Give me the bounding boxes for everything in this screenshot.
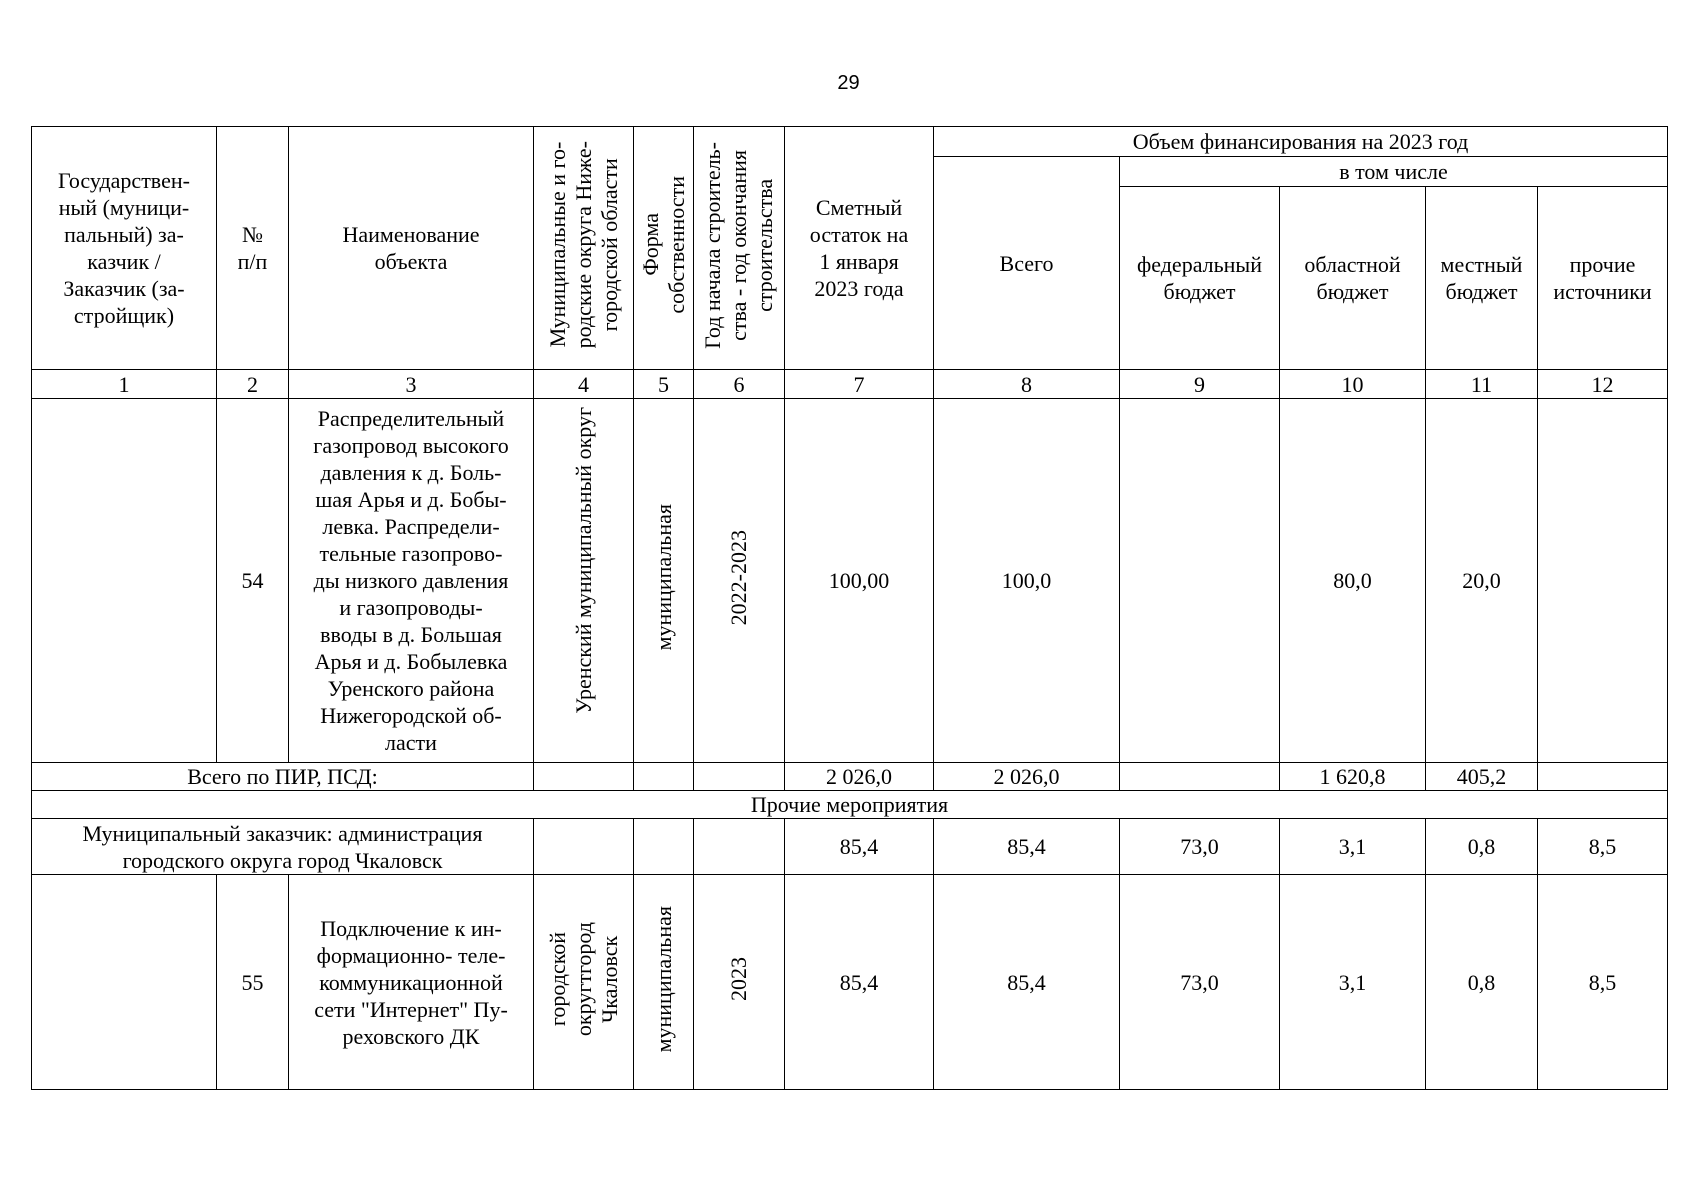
- funding-local: 0,8: [1426, 875, 1538, 1090]
- header-funding-title: Объем финансирования на 2023 год: [934, 127, 1668, 157]
- funding-federal: [1120, 399, 1280, 763]
- customer-other: 8,5: [1538, 819, 1668, 875]
- empty-cell: [1538, 763, 1668, 791]
- table-row: [32, 875, 1668, 1090]
- district: городской округтгород Чкаловск: [534, 875, 634, 1090]
- header-including: в том числе: [1120, 157, 1668, 187]
- customer-regional: 3,1: [1280, 819, 1426, 875]
- customer-total: 85,4: [934, 819, 1120, 875]
- funding-regional: 80,0: [1280, 399, 1426, 763]
- total-regional: 1 620,8: [1280, 763, 1426, 791]
- column-number: 11: [1426, 370, 1538, 399]
- estimated-balance: 85,4: [785, 875, 934, 1090]
- header-estimated-balance: Сметный остаток на 1 января 2023 года: [785, 127, 934, 370]
- empty-cell: [534, 763, 634, 791]
- district: Уренский муниципальный округ: [534, 399, 634, 763]
- funding-local: 20,0: [1426, 399, 1538, 763]
- customer-cell: [32, 399, 217, 763]
- column-number: 2: [217, 370, 289, 399]
- header-federal: федеральный бюджет: [1120, 187, 1280, 370]
- column-numbers-row: [32, 370, 1668, 399]
- funding-other: 8,5: [1538, 875, 1668, 1090]
- column-number: 5: [634, 370, 694, 399]
- header-local: местный бюджет: [1426, 187, 1538, 370]
- column-number: 3: [289, 370, 534, 399]
- funding-other: [1538, 399, 1668, 763]
- customer-label: Муниципальный заказчик: администрация городского округа город Чкаловск: [32, 819, 534, 875]
- column-number: 6: [694, 370, 785, 399]
- ownership: муниципальная: [634, 875, 694, 1090]
- header-customer: Государствен- ный (муници- пальный) за- казчик / Заказчик (за- стройщик): [32, 127, 217, 370]
- row-number: 54: [217, 399, 289, 763]
- funding-regional: 3,1: [1280, 875, 1426, 1090]
- column-number: 4: [534, 370, 634, 399]
- customer-balance: 85,4: [785, 819, 934, 875]
- total-funding: 2 026,0: [934, 763, 1120, 791]
- construction-years: 2023: [694, 875, 785, 1090]
- header-regional: областной бюджет: [1280, 187, 1426, 370]
- ownership: муниципальная: [634, 399, 694, 763]
- section-title: Прочие мероприятия: [32, 791, 1668, 819]
- empty-cell: [1120, 763, 1280, 791]
- column-number: 10: [1280, 370, 1426, 399]
- financing-table: [31, 126, 1668, 1090]
- page-number: 29: [837, 72, 860, 94]
- row-number: 55: [217, 875, 289, 1090]
- table-row: [32, 399, 1668, 763]
- header-years: Год начала строитель- ства - год окончания строительства: [694, 127, 785, 370]
- header-number: № п/п: [217, 127, 289, 370]
- header-object-name: Наименование объекта: [289, 127, 534, 370]
- total-row: [32, 763, 1668, 791]
- column-number: 9: [1120, 370, 1280, 399]
- header-other: прочие источники: [1538, 187, 1668, 370]
- header-total: Всего: [934, 157, 1120, 370]
- funding-total: 85,4: [934, 875, 1120, 1090]
- funding-federal: 73,0: [1120, 875, 1280, 1090]
- column-number: 7: [785, 370, 934, 399]
- estimated-balance: 100,00: [785, 399, 934, 763]
- customer-row: [32, 819, 1668, 875]
- column-number: 1: [32, 370, 217, 399]
- customer-federal: 73,0: [1120, 819, 1280, 875]
- empty-cell: [694, 819, 785, 875]
- column-number: 8: [934, 370, 1120, 399]
- object-name: Подключение к ин- формационно- теле- коммуникационной сети "Интернет" Пу- реховского ДК: [289, 875, 534, 1090]
- header-ownership: Форма собственности: [634, 127, 694, 370]
- total-label: Всего по ПИР, ПСД:: [32, 763, 534, 791]
- total-local: 405,2: [1426, 763, 1538, 791]
- empty-cell: [534, 819, 634, 875]
- total-balance: 2 026,0: [785, 763, 934, 791]
- customer-cell: [32, 875, 217, 1090]
- header-row-1: [32, 127, 1668, 157]
- construction-years: 2022-2023: [694, 399, 785, 763]
- empty-cell: [634, 763, 694, 791]
- empty-cell: [634, 819, 694, 875]
- column-number: 12: [1538, 370, 1668, 399]
- object-name: Распределительный газопровод высокого давления к д. Боль- шая Арья и д. Бобы- левка. Распредели- тельные газопрово- ды низкого давления и газопроводы- вводы в д. Большая Арья и д. Бобылевка Уренского района Нижегородской об- ласти: [289, 399, 534, 763]
- section-row: [32, 791, 1668, 819]
- header-district: Муниципальные и го- родские округа Ниже- городской области: [534, 127, 634, 370]
- funding-total: 100,0: [934, 399, 1120, 763]
- customer-local: 0,8: [1426, 819, 1538, 875]
- empty-cell: [694, 763, 785, 791]
